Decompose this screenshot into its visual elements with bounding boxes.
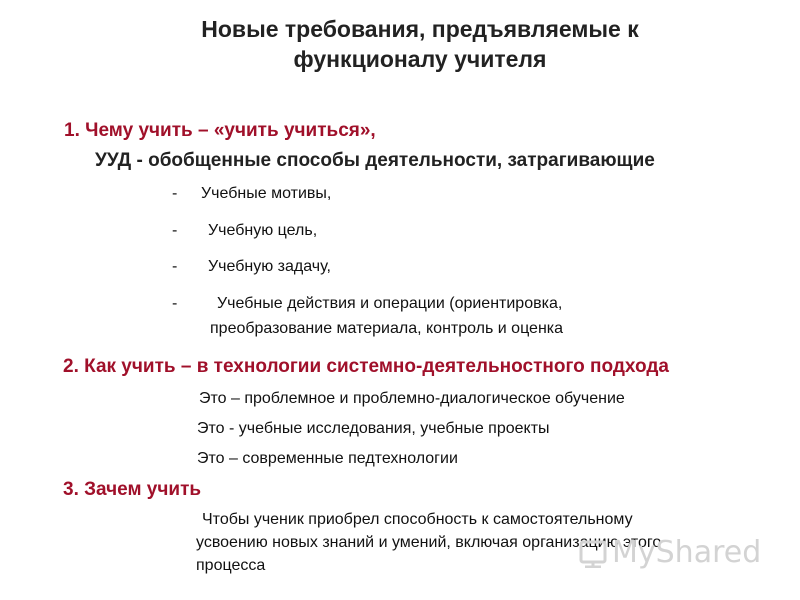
paragraph-line: усвоению новых знаний и умений, включая организацию этого xyxy=(196,534,662,551)
myshared-logo-icon xyxy=(579,538,607,568)
list-item-continuation: преобразование материала, контроль и оценка xyxy=(210,320,564,337)
list-item: Это – современные педтехнологии xyxy=(197,450,458,467)
list-item: Учебную цель, xyxy=(208,222,318,239)
list-item: Это - учебные исследования, учебные проекты xyxy=(197,420,550,437)
list-item: Учебные действия и операции (ориентировка, xyxy=(217,295,563,312)
bullet-dash: - xyxy=(172,258,178,275)
bullet-dash: - xyxy=(172,185,178,202)
section-2-heading: 2. Как учить – в технологии системно-деятельностного подхода xyxy=(63,356,669,377)
section-1-heading: 1. Чему учить – «учить учиться», xyxy=(64,120,376,141)
list-item: Учебные мотивы, xyxy=(201,185,332,202)
bullet-dash: - xyxy=(172,295,178,312)
section-3-heading: 3. Зачем учить xyxy=(63,479,202,500)
list-item: Это – проблемное и проблемно-диалогическое обучение xyxy=(199,390,625,407)
paragraph-line: процесса xyxy=(196,557,266,574)
page-title-line-2: функционалу учителя xyxy=(293,46,547,72)
bullet-dash: - xyxy=(172,222,178,239)
paragraph-line: Чтобы ученик приобрел способность к самостоятельному xyxy=(202,511,633,528)
watermark-text: MyShared xyxy=(612,535,762,570)
section-1-subheading: УУД - обобщенные способы деятельности, затрагивающие xyxy=(95,150,655,171)
list-item: Учебную задачу, xyxy=(208,258,331,275)
page-title-line-1: Новые требования, предъявляемые к xyxy=(201,16,639,42)
